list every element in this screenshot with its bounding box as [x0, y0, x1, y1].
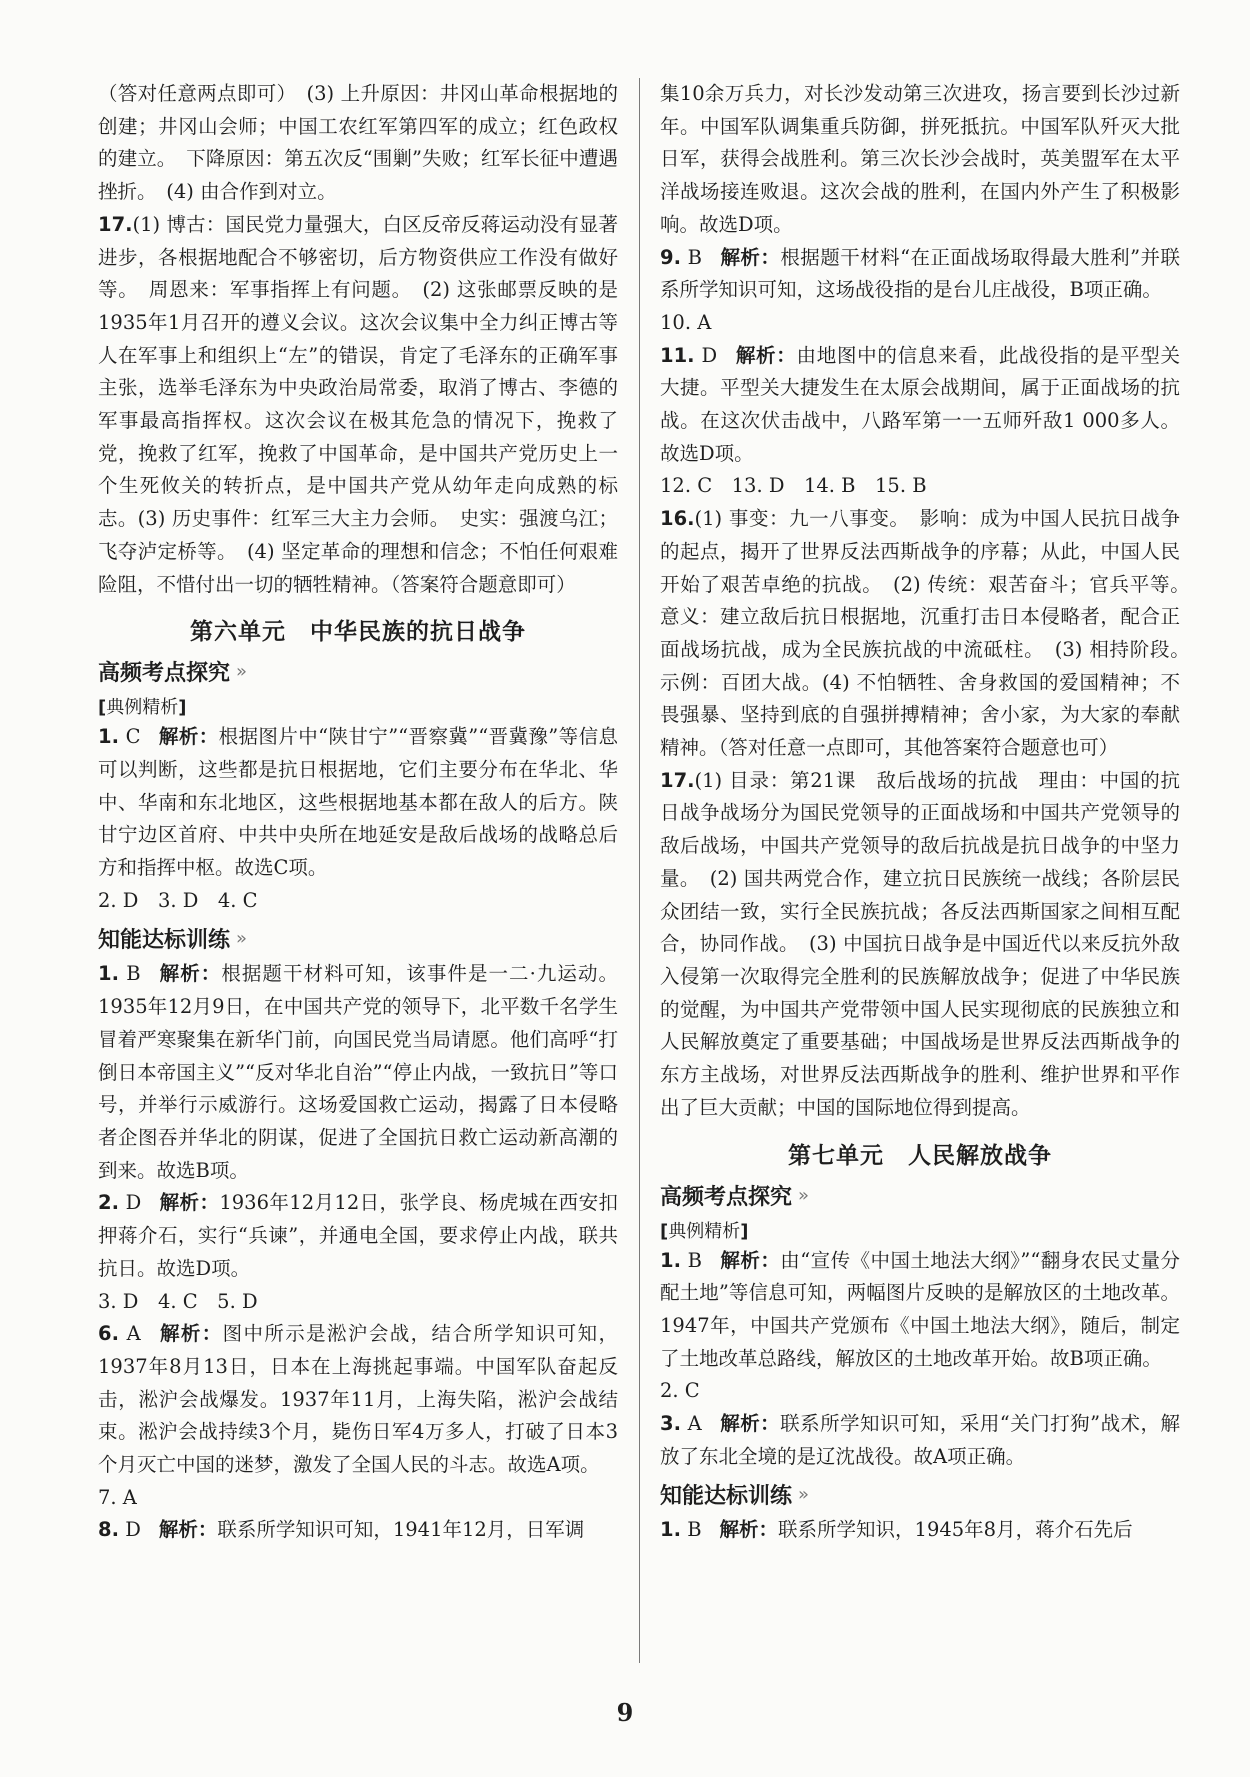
training-answers-3-5: 3. D 4. C 5. D: [98, 1289, 258, 1313]
analysis-label: 解析：: [720, 245, 781, 269]
analysis-label: 解析：: [158, 962, 222, 986]
right-bracket-icon: ]: [178, 697, 187, 719]
training-answer-17: [660, 765, 1180, 1125]
question-number: 9.: [660, 245, 681, 269]
question-number: 8.: [98, 1518, 119, 1542]
answer-choice: D: [125, 1518, 141, 1542]
training-answer-9: [660, 242, 1180, 307]
section-title: 高频考点探究: [98, 661, 231, 687]
section-heading-high-frequency: [660, 1180, 1180, 1211]
analysis-text: 联系所学知识可知，1941年12月，日军调: [217, 1518, 585, 1542]
answer-choice: A: [126, 1322, 141, 1346]
paragraph-continued-answer: （答对任意两点即可） (3) 上升原因：井冈山革命根据地的创建；井冈山会师；中国工农红军第四军的成立；红色政权的建立。 下降原因：第五次反“围剿”失败；红军长征中遭遇挫折。 (4) 由合作到对立。: [98, 82, 618, 204]
analysis-label: 解析：: [158, 1518, 218, 1542]
question-number: 17.: [98, 212, 133, 236]
question-number: 6.: [98, 1322, 119, 1346]
training-answers-12-15: 12. C 13. D 14. B 15. B: [660, 474, 927, 498]
analysis-text: 联系所学知识，1945年8月，蒋介石先后: [778, 1518, 1133, 1542]
section-heading-training: [660, 1479, 1180, 1510]
analysis-text: 图中所示是淞沪会战，结合所学知识可知，1937年8月13日，日本在上海挑起事端。中国军队奋起反击，淞沪会战爆发。1937年11月，上海失陷，淞沪会战结束。淞沪会战持续3个月，毙伤日军4万多人，打破了日本3个月灭亡中国的迷梦，激发了全国人民的斗志。故选A项。: [98, 1322, 618, 1477]
analysis-label: 解析：: [158, 725, 219, 749]
chevron-right-icon: »: [236, 928, 245, 950]
answer-choice: B: [687, 1248, 702, 1272]
example-answer-2: 2. C: [660, 1379, 700, 1403]
analysis-text: 由地图中的信息来看，此战役指的是平型关大捷。平型关大捷发生在太原会战期间，属于正面战场的抗战。在这次伏击战中，八路军第一一五师歼敌1 000多人。故选D项。: [660, 343, 1180, 465]
question-number: 2.: [98, 1191, 119, 1215]
analysis-label: 解析：: [159, 1191, 220, 1215]
subsection-title: 典例精析: [668, 1220, 741, 1242]
unit-7-title: 第七单元 人民解放战争: [788, 1142, 1052, 1169]
training-answer-10: 10. A: [660, 310, 712, 334]
analysis-label: 解析：: [719, 1518, 779, 1542]
subsection-example-analysis: [98, 693, 186, 719]
section-heading-high-frequency: [98, 656, 618, 687]
example-answers-2-4: 2. D 3. D 4. C: [98, 888, 258, 912]
analysis-text: 联系所学知识可知，采用“关门打狗”战术，解放了东北全境的是辽沈战役。故A项正确。: [660, 1412, 1180, 1468]
question-number: 1.: [98, 725, 119, 749]
example-answer-1: [660, 1245, 1180, 1376]
left-column: [98, 78, 618, 1547]
example-answer-3: [660, 1408, 1180, 1473]
training-answer-1: [660, 1514, 1180, 1547]
question-number: 17.: [660, 768, 695, 792]
answer-text: (1) 目录：第21课 敌后战场的抗战 理由：中国的抗日战争战场分为国民党领导的正面战场和中国共产党领导的敌后战场，中国共产党领导的敌后抗战是抗日战争的中坚力量。 (2) 国共两党合作，建立抗日民族统一战线；各阶层民众团结一致，实行全民族抗战；各反法西斯国家之间相互配合，协同作战。 (3) 中国抗日战争是中国近代以来反抗外敌入侵第一次取得完全胜利的民族解放战争；促进了中华民族的觉醒，为中国共产党带领中国人民实现彻底的民族独立和人民解放奠定了重要基础；中国战场是世界反法西斯战争的东方主战场，对世界反法西斯战争的胜利、维护世界和平作出了巨大贡献；中国的国际地位得到提高。: [660, 768, 1180, 1119]
analysis-label: 解析：: [158, 1322, 223, 1346]
training-answer-8: [98, 1514, 618, 1547]
answer-choice: C: [125, 725, 141, 749]
question-number: 16.: [660, 507, 695, 531]
chevron-right-icon: »: [798, 1184, 807, 1206]
left-bracket-icon: [: [660, 1220, 669, 1242]
analysis-text: 根据题干材料可知，该事件是一二·九运动。1935年12月9日，在中国共产党的领导下，北平数千名学生冒着严寒聚集在新华门前，向国民党当局请愿。他们高呼“打倒日本帝国主义”“反对华北自治”“停止内战，一致抗日”等口号，并举行示威游行。这场爱国救亡运动，揭露了日本侵略者企图吞并华北的阴谋，促进了全国抗日救亡运动新高潮的到来。故选B项。: [98, 962, 619, 1182]
chevron-right-icon: »: [798, 1484, 807, 1506]
question-number: 1.: [660, 1248, 681, 1272]
section-heading-training: [98, 923, 618, 954]
analysis-text: 由“宣传《中国土地法大纲》”“翻身农民丈量分配土地”等信息可知，两幅图片反映的是解放区的土地改革。1947年，中国共产党颁布《中国土地法大纲》，随后，制定了土地改革总路线，解放区的土地改革开始。故B项正确。: [660, 1248, 1180, 1370]
analysis-text: 根据题干材料“在正面战场取得最大胜利”并联系所学知识可知，这场战役指的是台儿庄战役，B项正确。: [660, 245, 1180, 302]
right-bracket-icon: ]: [740, 1220, 749, 1242]
training-answer-6: [98, 1318, 618, 1482]
page-number: 9: [616, 1698, 634, 1727]
question-17: [98, 209, 618, 601]
analysis-label: 解析：: [719, 1248, 781, 1272]
question-number: 1.: [660, 1518, 681, 1542]
analysis-label: 解析：: [735, 343, 797, 367]
answer-text: (1) 事变：九一八事变。 影响：成为中国人民抗日战争的起点，揭开了世界反法西斯战争的序幕；从此，中国人民开始了艰苦卓绝的抗战。 (2) 传统：艰苦奋斗；官兵平等。 意义：建立敌后抗日根据地，沉重打击日本侵略者，配合正面战场抗战，成为全民族抗战的中流砥柱。 (3) 相持阶段。 示例：百团大战。(4) 不怕牺牲、舍身救国的爱国精神；不畏强暴、坚持到底的自强拼搏精神；舍小家，为大家的奉献精神。（答对任意一点即可，其他答案符合题意也可）: [660, 507, 1200, 760]
answer-text: (1) 博古：国民党力量强大，白区反帝反蒋运动没有显著进步，各根据地配合不够密切，后方物资供应工作没有做好等。 周恩来：军事指挥上有问题。 (2) 这张邮票反映的是1935年1月召开的遵义会议。这次会议集中全力纠正博古等人在军事上和组织上“左”的错误，肯定了毛泽东的正确军事主张，选举毛泽东为中央政治局常委，取消了博古、李德的军事最高指挥权。这次会议在极其危急的情况下，挽救了党，挽救了红军，挽救了中国革命，是中国共产党历史上一个生死攸关的转折点，是中国共产党从幼年走向成熟的标志。(3) 历史事件：红军三大主力会师。 史实：强渡乌江；飞夺泸定桥等。 (4) 坚定革命的理想和信念；不怕任何艰难险阻，不惜付出一切的牺牲精神。（答案符合题意即可）: [98, 212, 618, 596]
answer-choice: B: [687, 1518, 702, 1542]
question-number: 11.: [660, 343, 695, 367]
analysis-label: 解析：: [719, 1412, 781, 1436]
training-answer-16: [660, 503, 1200, 765]
analysis-text: 1936年12月12日，张学良、杨虎城在西安扣押蒋介石，实行“兵谏”，并通电全国，要求停止内战，联共抗日。故选D项。: [98, 1191, 618, 1280]
section-title: 知能达标训练: [660, 1484, 793, 1510]
subsection-title: 典例精析: [106, 697, 179, 719]
answer-choice: B: [687, 245, 702, 269]
subsection-example-analysis: [660, 1217, 748, 1243]
example-answer-1: [98, 721, 618, 885]
analysis-text: 根据图片中“陕甘宁”“晋察冀”“晋冀豫”等信息可以判断，这些都是抗日根据地，它们主要分布在华北、华中、华南和东北地区，这些根据地基本都在敌人的后方。陕甘宁边区首府、中共中央所在地延安是敌后战场的战略总后方和指挥中枢。故选C项。: [98, 725, 618, 880]
answer-choice: D: [125, 1191, 142, 1215]
training-answer-1: [98, 958, 618, 1187]
right-column: [660, 78, 1200, 1547]
answer-choice: A: [687, 1412, 702, 1436]
section-title: 知能达标训练: [98, 928, 231, 954]
paragraph-continued-answer-8: 集10余万兵力，对长沙发动第三次进攻，扬言要到长沙过新年。中国军队调集重兵防御，拼死抵抗。中国军队歼灭大批日军，获得会战胜利。第三次长沙会战时，英美盟军在太平洋战场接连败退。这次会战的胜利，在国内外产生了积极影响。故选D项。: [660, 82, 1180, 236]
chevron-right-icon: »: [236, 661, 245, 683]
question-number: 3.: [660, 1412, 681, 1436]
training-answer-2: [98, 1187, 618, 1285]
left-bracket-icon: [: [98, 697, 107, 719]
answer-choice: B: [126, 962, 141, 986]
training-answer-11: [660, 340, 1180, 471]
question-number: 1.: [98, 962, 119, 986]
answer-choice: D: [701, 343, 718, 367]
unit-6-title: 第六单元 中华民族的抗日战争: [190, 619, 526, 646]
training-answer-7: 7. A: [98, 1485, 137, 1509]
section-title: 高频考点探究: [660, 1184, 793, 1210]
